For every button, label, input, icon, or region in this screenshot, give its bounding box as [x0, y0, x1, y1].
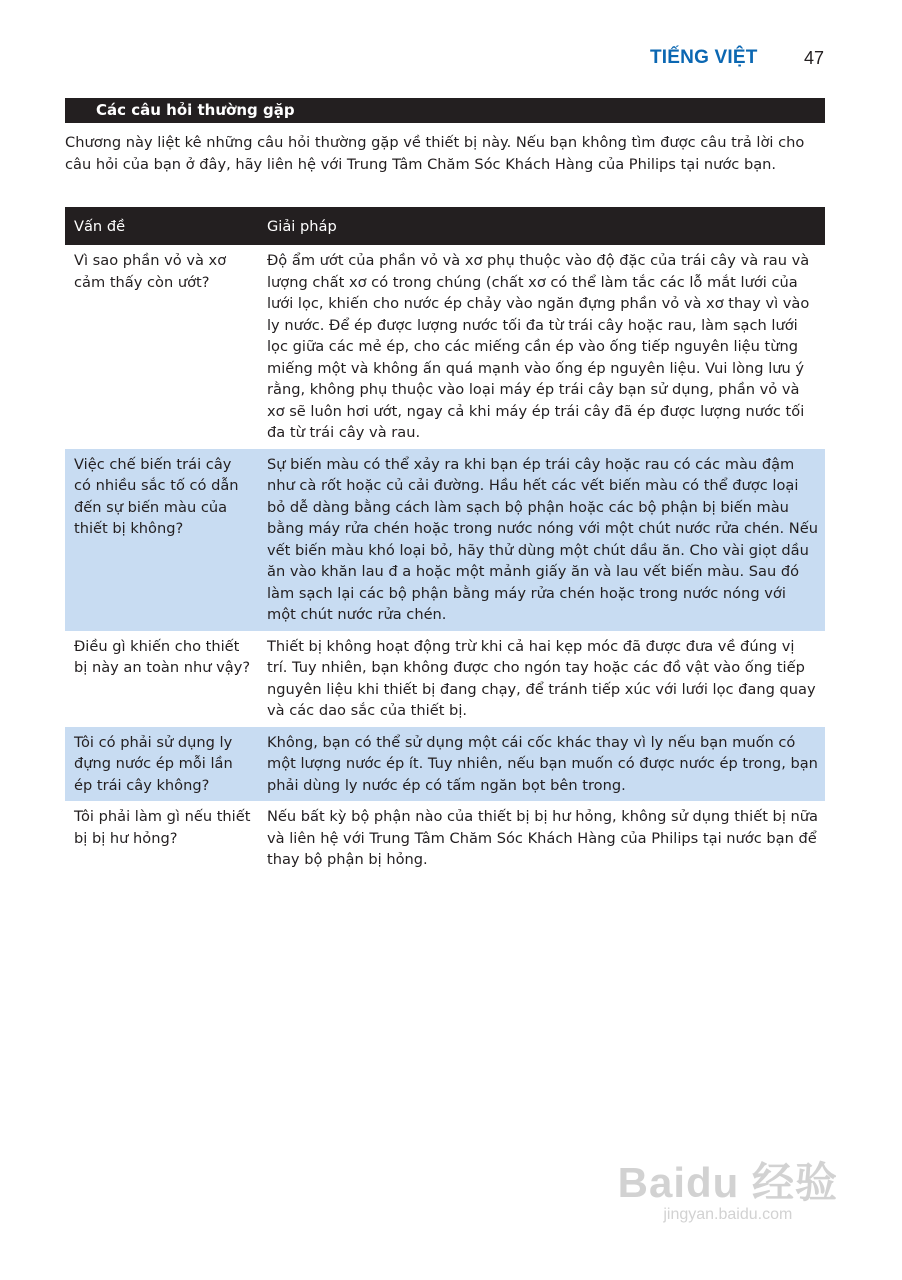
- table-row: [65, 449, 825, 631]
- problem-column-header: Vấn đề: [65, 207, 258, 245]
- problem-cell: Vì sao phần vỏ và xơ cảm thấy còn ướt?: [74, 252, 227, 291]
- table-row: [65, 245, 825, 449]
- watermark-url: jingyan.baidu.com: [663, 1206, 793, 1223]
- section-title-bar: [65, 98, 825, 123]
- table-row: [65, 801, 825, 876]
- baidu-watermark: [618, 1150, 838, 1224]
- page-number: 47: [804, 48, 825, 68]
- problem-cell: Tôi có phải sử dụng ly đựng nước ép mỗi lần ép trái cây không?: [65, 727, 258, 802]
- problem-cell: Việc chế biến trái cây có nhiều sắc tố có dẫn đến sự biến màu của thiết bị không?: [65, 449, 258, 631]
- solution-cell: Sự biến màu có thể xảy ra khi bạn ép trái cây hoặc rau có các màu đậm như cà rốt hoặc củ cải đường. Hầu hết các vết biến màu có thể được loại bỏ dễ dàng bằng cách làm sạch bộ phận hoặc các bộ phận bị biến màu bằng máy rửa chén hoặc trong nước nóng với một chút nước rửa chén. Nếu vết biến màu khó loại bỏ, hãy thử dùng một chút dầu ăn. Cho vài giọt dầu ăn vào khăn lau đ a hoặc một mảnh giấy ăn và lau vết biến màu. Sau đó làm sạch lại các bộ phận bằng máy rửa chén hoặc trong nước nóng với một chút nước rửa chén.: [258, 449, 825, 631]
- solution-column-header: Giải pháp: [258, 207, 825, 245]
- section-title: Các câu hỏi thường gặp: [96, 101, 295, 119]
- table-row: [65, 727, 825, 802]
- watermark-logo: Baidu 经验: [617, 1159, 838, 1206]
- solution-cell: Không, bạn có thể sử dụng một cái cốc khác thay vì ly nếu bạn muốn có một lượng nước ép ít. Tuy nhiên, nếu bạn muốn có được nước ép trong, bạn phải dùng ly nước ép có tấm ngăn bọt bên trong.: [258, 727, 825, 802]
- intro-paragraph: Chương này liệt kê những câu hỏi thường gặp về thiết bị này. Nếu bạn không tìm được câu trả lời cho câu hỏi của bạn ở đây, hãy liên hệ với Trung Tâm Chăm Sóc Khách Hàng của Philips tại nước bạn.: [65, 134, 805, 173]
- table-row: [65, 631, 825, 727]
- table-header-row: [65, 207, 825, 245]
- solution-cell: Nếu bất kỳ bộ phận nào của thiết bị bị hư hỏng, không sử dụng thiết bị nữa và liên hệ với Trung Tâm Chăm Sóc Khách Hàng của Philips tại nước bạn để thay bộ phận bị hỏng.: [267, 808, 818, 868]
- solution-cell: Thiết bị không hoạt động trừ khi cả hai kẹp móc đã được đưa về đúng vị trí. Tuy nhiên, bạn không được cho ngón tay hoặc các đồ vật vào ống tiếp nguyên liệu khi thiết bị đang chạy, để tránh tiếp xúc với lưới lọc đang quay và các dao sắc của thiết bị.: [267, 637, 816, 719]
- solution-cell: Độ ẩm ướt của phần vỏ và xơ phụ thuộc vào độ đặc của trái cây và rau và lượng chất xơ có trong chúng (chất xơ có thể làm tắc các lỗ mắt lưới của lưới lọc, khiến cho nước ép chảy vào ngăn đựng phần vỏ và xơ thay vì vào ly nước. Để ép được lượng nước tối đa từ trái cây hoặc rau, làm sạch lưới lọc giữa các mẻ ép, cho các miếng cần ép vào ống tiếp nguyên liệu từng miếng một và không ấn quá mạnh vào ống ép nguyên liệu. Vui lòng lưu ý rằng, không phụ thuộc vào loại máy ép trái cây bạn sử dụng, phần vỏ và xơ sẽ luôn hơi ướt, ngay cả khi máy ép trái cây đã ép được lượng nước tối đa từ trái cây và rau.: [267, 252, 810, 441]
- problem-cell: Điều gì khiến cho thiết bị này an toàn như vậy?: [74, 637, 251, 676]
- problem-cell: Tôi phải làm gì nếu thiết bị bị hư hỏng?: [74, 808, 251, 847]
- faq-table: [65, 207, 825, 876]
- language-label: TIẾNG VIỆT: [650, 47, 758, 68]
